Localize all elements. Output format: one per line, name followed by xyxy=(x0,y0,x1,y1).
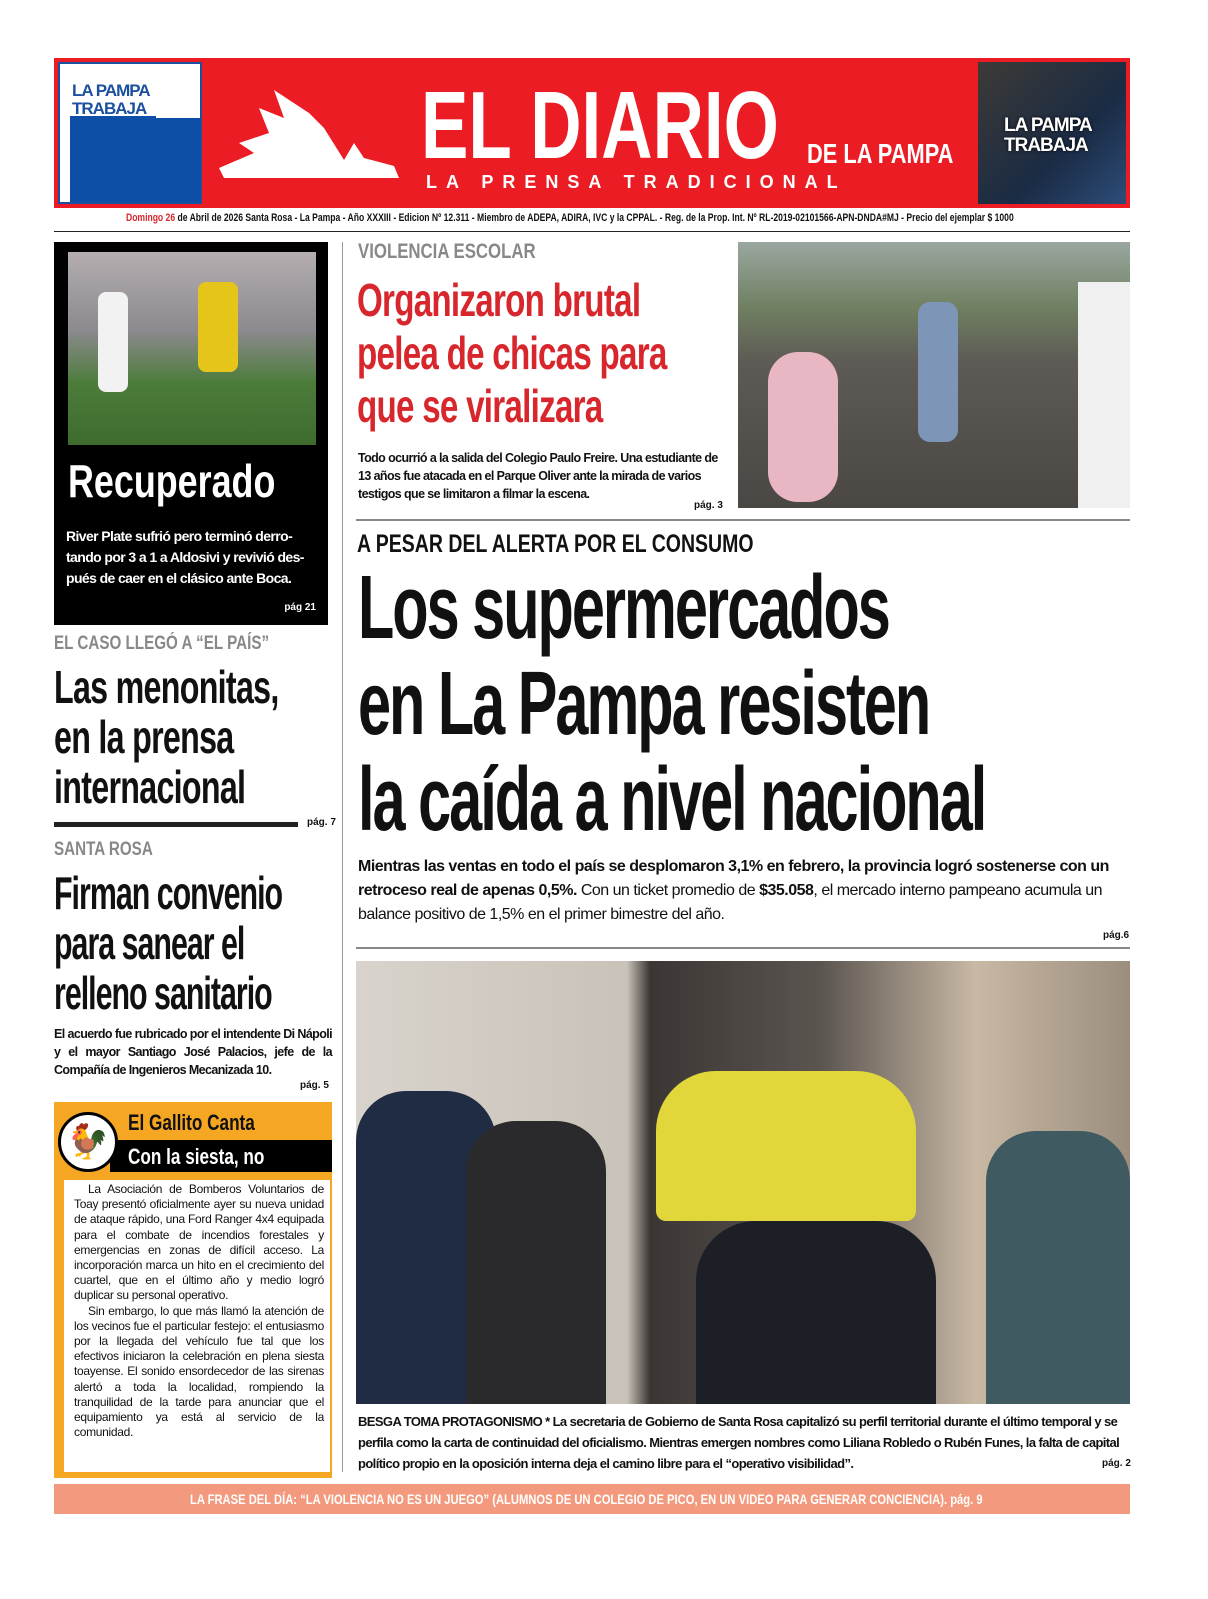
main-lead: Mientras las ventas en todo el país se desplomaron 3,1% en febrero, la provincia logró sostenerse con un retroceso real de apenas 0,5%. Con un ticket promedio de $35.058, el mercado interno pampeano acumula un balance positivo de 1,5% en el primer bimestre del año. xyxy=(358,858,1109,923)
dateline: Domingo 26 de Abril de 2026 Santa Rosa - La Pampa - Año XXXIII - Edicion Nº 12.311 - Miembro de ADEPA, ADIRA, IVC y la CPPAL. - Reg. de la Prop. Int. Nº RL-2019-02101566-APN-DNDA#MJ - Precio del ejemplar $ 1000 xyxy=(126,212,1014,224)
sports-box[interactable] xyxy=(54,242,328,625)
masthead-banner xyxy=(54,58,1130,208)
divider xyxy=(54,231,1130,232)
violencia-kicker: VIOLENCIA ESCOLAR xyxy=(358,240,536,263)
page-ref: pág. 5 xyxy=(300,1080,329,1091)
frase-del-dia-banner: LA FRASE DEL DÍA: “LA VIOLENCIA NO ES UN JUEGO” (ALUMNOS DE UN COLEGIO DE PICO, EN UN VIDEO PARA GENERAR CONCIENCIA). pág. 9 xyxy=(54,1484,1130,1514)
violencia-body: Todo ocurrió a la salida del Colegio Paulo Freire. Una estudiante de 13 años fue atacada en el Parque Oliver ante la mirada de varios testigos que se limitaron a filmar la escena. xyxy=(358,451,718,501)
main-headline[interactable]: Los supermercados en La Pampa resisten la caída a nivel nacional xyxy=(358,558,986,850)
menonitas-kicker: EL CASO LLEGÓ A “EL PAÍS” xyxy=(54,633,270,654)
relleno-body: El acuerdo fue rubricado por el intendente Di Nápoli y el mayor Santiago José Palacios, jefe de la Compañía de Ingenieros Mecanizada 10. xyxy=(54,1027,332,1077)
newspaper-subtitle: DE LA PAMPA xyxy=(807,138,954,169)
sports-headline: Recuperado xyxy=(68,455,276,507)
fight-photo xyxy=(738,242,1130,508)
tagline: LA PRENSA TRADICIONAL xyxy=(426,172,847,192)
relleno-headline[interactable]: Firman convenio para sanear el relleno sanitario xyxy=(54,867,283,1019)
sports-photo xyxy=(68,252,316,445)
gallito-body: La Asociación de Bomberos Voluntarios de Toay presentó oficialmente ayer su nueva unidad de ataque rápido, una Ford Ranger 4x4 equipada para el combate de incendios forestales y emergencias en zonas de difícil acceso. La incorporación marca un hito en el crecimiento del cuartel, que en el último año y medio logró duplicar su personal operativo. Sin embargo, lo que más llamó la atención de los vecinos fue el particular festejo: el entusiasmo por la llegada del vehículo fue tal que los efectivos iniciaron la celebración en plena siesta toayense. El sonido ensordecedor de las sirenas alertó a toda la localidad, rompiendo la tranquilidad de la tarde para anunciar que el equipamiento ya está al servicio de la comunidad. xyxy=(64,1180,330,1472)
besga-photo xyxy=(356,961,1130,1404)
la-pampa-trabaja-logo-left xyxy=(58,62,202,204)
page-ref: pág 21 xyxy=(284,602,316,613)
gallito-title: Con la siesta, no xyxy=(128,1144,265,1169)
badge-text: LA PAMPA TRABAJA xyxy=(72,81,149,118)
divider xyxy=(356,519,1130,521)
gallito-box[interactable] xyxy=(54,1102,332,1478)
photo-caption: BESGA TOMA PROTAGONISMO * La secretaria de Gobierno de Santa Rosa capitalizó su perfil territorial durante el último temporal y se perfila como la carta de continuidad del oficialismo. Mientras emergen nombres como Liliana Robledo o Rubén Funes, la falta de capital político propio en la oposición interna deja el camino libre para el “operativo visibilidad”. xyxy=(358,1414,1120,1471)
newspaper-title: EL DIARIO xyxy=(421,72,779,179)
divider xyxy=(54,822,298,827)
page-ref: pág.6 xyxy=(1103,930,1130,941)
menonitas-headline[interactable]: Las menonitas, en la prensa internacional xyxy=(54,661,279,813)
sun-logo-icon xyxy=(214,88,399,183)
gallito-section: El Gallito Canta xyxy=(128,1110,255,1135)
column-divider xyxy=(342,242,343,1472)
divider xyxy=(356,947,1130,949)
page-ref: pág. 2 xyxy=(1102,1458,1131,1469)
relleno-kicker: SANTA ROSA xyxy=(54,839,153,860)
main-kicker: A PESAR DEL ALERTA POR EL CONSUMO xyxy=(357,530,754,558)
page-ref: pág. 7 xyxy=(307,817,336,828)
sports-body: River Plate sufrió pero terminó derro-tando por 3 a 1 a Aldosivi y revivió des-pués de caer en el clásico ante Boca. xyxy=(66,528,304,586)
violencia-headline[interactable]: Organizaron brutal pelea de chicas para que se viralizara xyxy=(357,274,667,432)
la-pampa-trabaja-logo-right xyxy=(978,62,1126,204)
badge-text: LA PAMPA TRABAJA xyxy=(1004,115,1091,156)
rooster-icon: 🐓 xyxy=(58,1112,118,1172)
page-ref: pág. 3 xyxy=(694,500,723,511)
